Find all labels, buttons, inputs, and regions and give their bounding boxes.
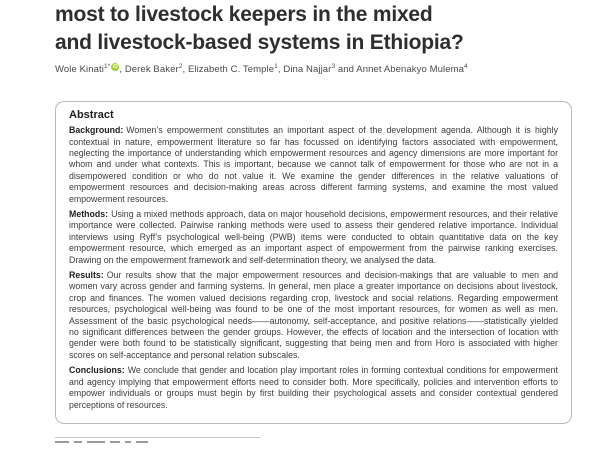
abstract-section-results: [69, 270, 558, 361]
author-affiliation-sup: 2: [178, 63, 183, 70]
abstract-section-conclusions: [69, 365, 558, 411]
abstract-heading: Abstract: [69, 109, 114, 122]
author-affiliation-sup: 1*: [103, 63, 111, 70]
section-text: Women’s empowerment constitutes an important aspect of the development agenda. Although it is highly contextual in nature, empowerment literature so far has focussed on identifying factors associated with empowerment, neglecting the importance of understanding which empowerment resources and agency dimensions are more important for whom and under what contexts. This is important, because we cannot talk of empowerment for those who are not in a disempowered condition or who do not value it. We examine the gender differences in the relative valuations of empowerment resources and decision-making areas across different farming systems, and examine the most valued empowerment resources.: [69, 125, 558, 204]
section-text: Our results show that the major empowerment resources and decision-makings that are valuable to men and women vary across gender and farming systems. In general, men place a greater importance on decisions about livestock, crop and finances. The women valued decisions regarding crop, livestock and social relations. Regarding empowerment resources, psychological well-being was found to be one of the most important resources, for women as well as men. Assessment of the basic psychological needs——autonomy, self-acceptance, and positive relations——statistically yielded no significant differences between the gender groups. However, the effects of location and the intersection of location with gender were both found to be statistically significant, suggesting that being men and from Horo is associated with higher scores on self-acceptance and personal relation subscales.: [69, 270, 558, 360]
footnote-divider: [55, 437, 260, 438]
author-separator: ,: [277, 64, 284, 76]
author-separator: and: [335, 64, 357, 76]
orcid-icon[interactable]: iD: [112, 64, 118, 70]
abstract-box: [55, 101, 572, 424]
section-label: Background:: [69, 125, 124, 136]
title-line-1: most to livestock keepers in the mixed: [55, 3, 433, 26]
section-text: We conclude that gender and location play important roles in forming contextual conditions for empowerment and agency implying that empowerment efforts need to consider both. More specifically, policies and intervention efforts to empower individuals or groups must begin by first building their psychological assets and consider contextual gendered perceptions of resources.: [69, 365, 558, 410]
author-name: Dina Najjar: [283, 64, 332, 76]
author-name: Wole Kinati: [55, 64, 104, 76]
abstract-section-background: [69, 125, 558, 205]
author-affiliation-sup: 3: [331, 63, 336, 70]
page-title: [55, 1, 572, 57]
author-affiliation-sup: 4: [464, 63, 468, 70]
author-name: Annet Abenakyo Mulema: [356, 64, 465, 76]
author-separator: ,: [119, 64, 125, 76]
clipped-footnote-text: [55, 441, 285, 443]
section-label: Methods:: [69, 209, 109, 219]
author-name: Elizabeth C. Temple: [187, 64, 275, 76]
abstract-section-methods: [69, 209, 558, 266]
author-affiliation-sup: 1: [274, 63, 278, 70]
section-label: Conclusions:: [69, 365, 125, 376]
section-label: Results:: [69, 270, 104, 281]
author-name: Derek Baker: [124, 64, 179, 76]
author-line: [55, 63, 572, 75]
author-separator: ,: [182, 64, 188, 76]
section-text: Using a mixed methods approach, data on major household decisions, empowerment resources, and their relative importance were collected. Pairwise ranking methods were used to assess their gendered relative importance. Individual interviews using Ryff’s psychological well-being (PWB) items were conducted to obtain quantitative data on the key empowerment resource, which emerged as an important aspect of empowerment from the pairwise ranking exercises. Drawing on the empowerment framework and self-determination theory, we analysed the data.: [69, 209, 558, 265]
title-line-2: and livestock-based systems in Ethiopia?: [55, 31, 464, 54]
